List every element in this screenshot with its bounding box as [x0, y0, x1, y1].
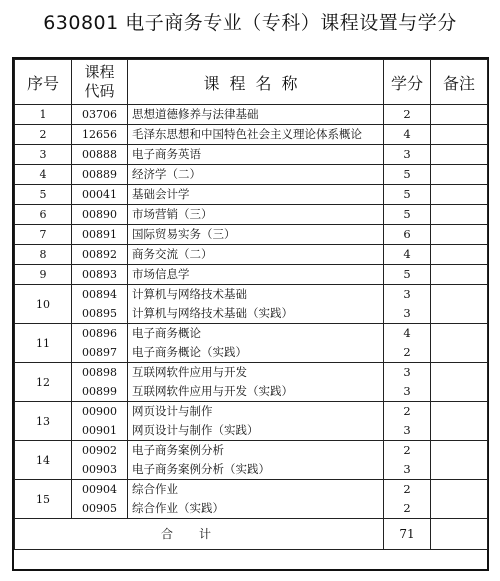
row-codes — [72, 480, 128, 519]
table-row — [15, 265, 488, 285]
row-remark — [431, 125, 488, 145]
row-code: 12656 — [72, 125, 128, 145]
row-remark — [431, 185, 488, 205]
row-codes — [72, 324, 128, 363]
row-code: 00905 — [82, 502, 117, 515]
row-credit: 2 — [403, 443, 411, 457]
header-code-line2: 代码 — [84, 82, 115, 100]
row-remark — [431, 165, 488, 185]
row-codes — [72, 363, 128, 402]
row-remark — [431, 105, 488, 125]
row-name: 电子商务案例分析（实践） — [132, 462, 270, 476]
table-row-pair — [15, 285, 488, 324]
row-remark — [431, 205, 488, 225]
header-code-line1: 课程 — [84, 63, 115, 81]
header-seq: 序号 — [15, 60, 72, 105]
row-name: 计算机与网络技术基础 — [132, 287, 247, 301]
table-row — [15, 185, 488, 205]
row-remark — [431, 363, 488, 402]
row-name: 综合作业（实践） — [132, 501, 224, 515]
table-row — [15, 145, 488, 165]
row-name: 商务交流（二） — [128, 245, 384, 265]
row-names — [128, 480, 384, 519]
header-name: 课程名称 — [128, 60, 384, 105]
row-name: 互联网软件应用与开发（实践） — [132, 384, 293, 398]
row-credits — [384, 441, 431, 480]
row-credit: 6 — [384, 225, 431, 245]
row-seq: 14 — [15, 441, 72, 480]
row-credits — [384, 402, 431, 441]
row-names — [128, 363, 384, 402]
table-row-pair — [15, 480, 488, 519]
table-row — [15, 125, 488, 145]
row-code: 00899 — [82, 385, 117, 398]
row-credit: 2 — [384, 105, 431, 125]
row-seq: 6 — [15, 205, 72, 225]
row-seq: 1 — [15, 105, 72, 125]
table-header-row — [15, 60, 488, 105]
row-name: 经济学（二） — [128, 165, 384, 185]
table-row — [15, 205, 488, 225]
row-name: 电子商务概论（实践） — [132, 345, 247, 359]
table-row-pair — [15, 441, 488, 480]
row-code: 00893 — [72, 265, 128, 285]
table-row — [15, 245, 488, 265]
row-credit: 2 — [403, 345, 411, 359]
row-credit: 3 — [403, 423, 411, 437]
row-code: 00041 — [72, 185, 128, 205]
row-names — [128, 402, 384, 441]
row-code: 00902 — [82, 444, 117, 457]
row-names — [128, 324, 384, 363]
row-credits — [384, 480, 431, 519]
table-row — [15, 225, 488, 245]
row-code: 00891 — [72, 225, 128, 245]
row-credit: 3 — [403, 287, 411, 301]
row-codes — [72, 285, 128, 324]
row-seq: 8 — [15, 245, 72, 265]
row-seq: 15 — [15, 480, 72, 519]
total-credit: 71 — [384, 519, 431, 550]
row-code: 00898 — [82, 366, 117, 379]
header-remark: 备注 — [431, 60, 488, 105]
row-codes — [72, 441, 128, 480]
row-code: 00903 — [82, 463, 117, 476]
row-names — [128, 285, 384, 324]
total-label: 合计 — [15, 519, 384, 550]
row-name: 网页设计与制作（实践） — [132, 423, 259, 437]
row-remark — [431, 145, 488, 165]
row-code: 00904 — [82, 483, 117, 496]
row-seq: 9 — [15, 265, 72, 285]
row-name: 网页设计与制作 — [132, 404, 213, 418]
row-credit: 2 — [403, 501, 411, 515]
row-seq: 12 — [15, 363, 72, 402]
total-remark — [431, 519, 488, 550]
table-row-pair — [15, 363, 488, 402]
row-credit: 3 — [384, 145, 431, 165]
row-code: 00888 — [72, 145, 128, 165]
row-seq: 3 — [15, 145, 72, 165]
row-names — [128, 441, 384, 480]
row-remark — [431, 441, 488, 480]
header-code — [72, 60, 128, 105]
row-name: 市场信息学 — [128, 265, 384, 285]
row-name: 市场营销（三） — [128, 205, 384, 225]
row-name: 互联网软件应用与开发 — [132, 365, 247, 379]
row-code: 00896 — [82, 327, 117, 340]
row-seq: 10 — [15, 285, 72, 324]
table-row-pair — [15, 324, 488, 363]
row-remark — [431, 285, 488, 324]
row-credit: 5 — [384, 265, 431, 285]
row-credits — [384, 363, 431, 402]
row-credit: 3 — [403, 462, 411, 476]
row-name: 综合作业 — [132, 482, 178, 496]
row-code: 00900 — [82, 405, 117, 418]
row-credit: 4 — [384, 125, 431, 145]
row-credit: 2 — [403, 404, 411, 418]
row-name: 基础会计学 — [128, 185, 384, 205]
table-row — [15, 105, 488, 125]
row-credit: 5 — [384, 185, 431, 205]
row-name: 计算机与网络技术基础（实践） — [132, 306, 293, 320]
row-code: 00901 — [82, 424, 117, 437]
row-code: 00889 — [72, 165, 128, 185]
row-name: 电子商务概论 — [132, 326, 201, 340]
row-code: 00895 — [82, 307, 117, 320]
row-remark — [431, 265, 488, 285]
row-credit: 3 — [403, 365, 411, 379]
row-remark — [431, 402, 488, 441]
row-remark — [431, 324, 488, 363]
course-table — [14, 59, 488, 550]
row-name: 国际贸易实务（三） — [128, 225, 384, 245]
row-credit: 5 — [384, 205, 431, 225]
row-remark — [431, 480, 488, 519]
row-code: 03706 — [72, 105, 128, 125]
row-seq: 5 — [15, 185, 72, 205]
row-name: 思想道德修养与法律基础 — [128, 105, 384, 125]
row-credit: 4 — [403, 326, 411, 340]
header-credit: 学分 — [384, 60, 431, 105]
table-row-pair — [15, 402, 488, 441]
row-codes — [72, 402, 128, 441]
row-credit: 3 — [403, 306, 411, 320]
row-code: 00894 — [82, 288, 117, 301]
row-credit: 4 — [384, 245, 431, 265]
row-name: 电子商务案例分析 — [132, 443, 224, 457]
row-credits — [384, 285, 431, 324]
row-remark — [431, 245, 488, 265]
row-credits — [384, 324, 431, 363]
row-code: 00897 — [82, 346, 117, 359]
row-credit: 5 — [384, 165, 431, 185]
document-title: 630801 电子商务专业（专科）课程设置与学分 — [43, 12, 457, 34]
row-code: 00890 — [72, 205, 128, 225]
row-name: 毛泽东思想和中国特色社会主义理论体系概论 — [128, 125, 384, 145]
row-seq: 4 — [15, 165, 72, 185]
row-credit: 2 — [403, 482, 411, 496]
row-credit: 3 — [403, 384, 411, 398]
row-remark — [431, 225, 488, 245]
table-body — [15, 105, 488, 550]
row-name: 电子商务英语 — [128, 145, 384, 165]
row-code: 00892 — [72, 245, 128, 265]
table-row — [15, 165, 488, 185]
total-row — [15, 519, 488, 550]
row-seq: 13 — [15, 402, 72, 441]
row-seq: 7 — [15, 225, 72, 245]
row-seq: 2 — [15, 125, 72, 145]
course-table-frame — [12, 57, 489, 571]
row-seq: 11 — [15, 324, 72, 363]
